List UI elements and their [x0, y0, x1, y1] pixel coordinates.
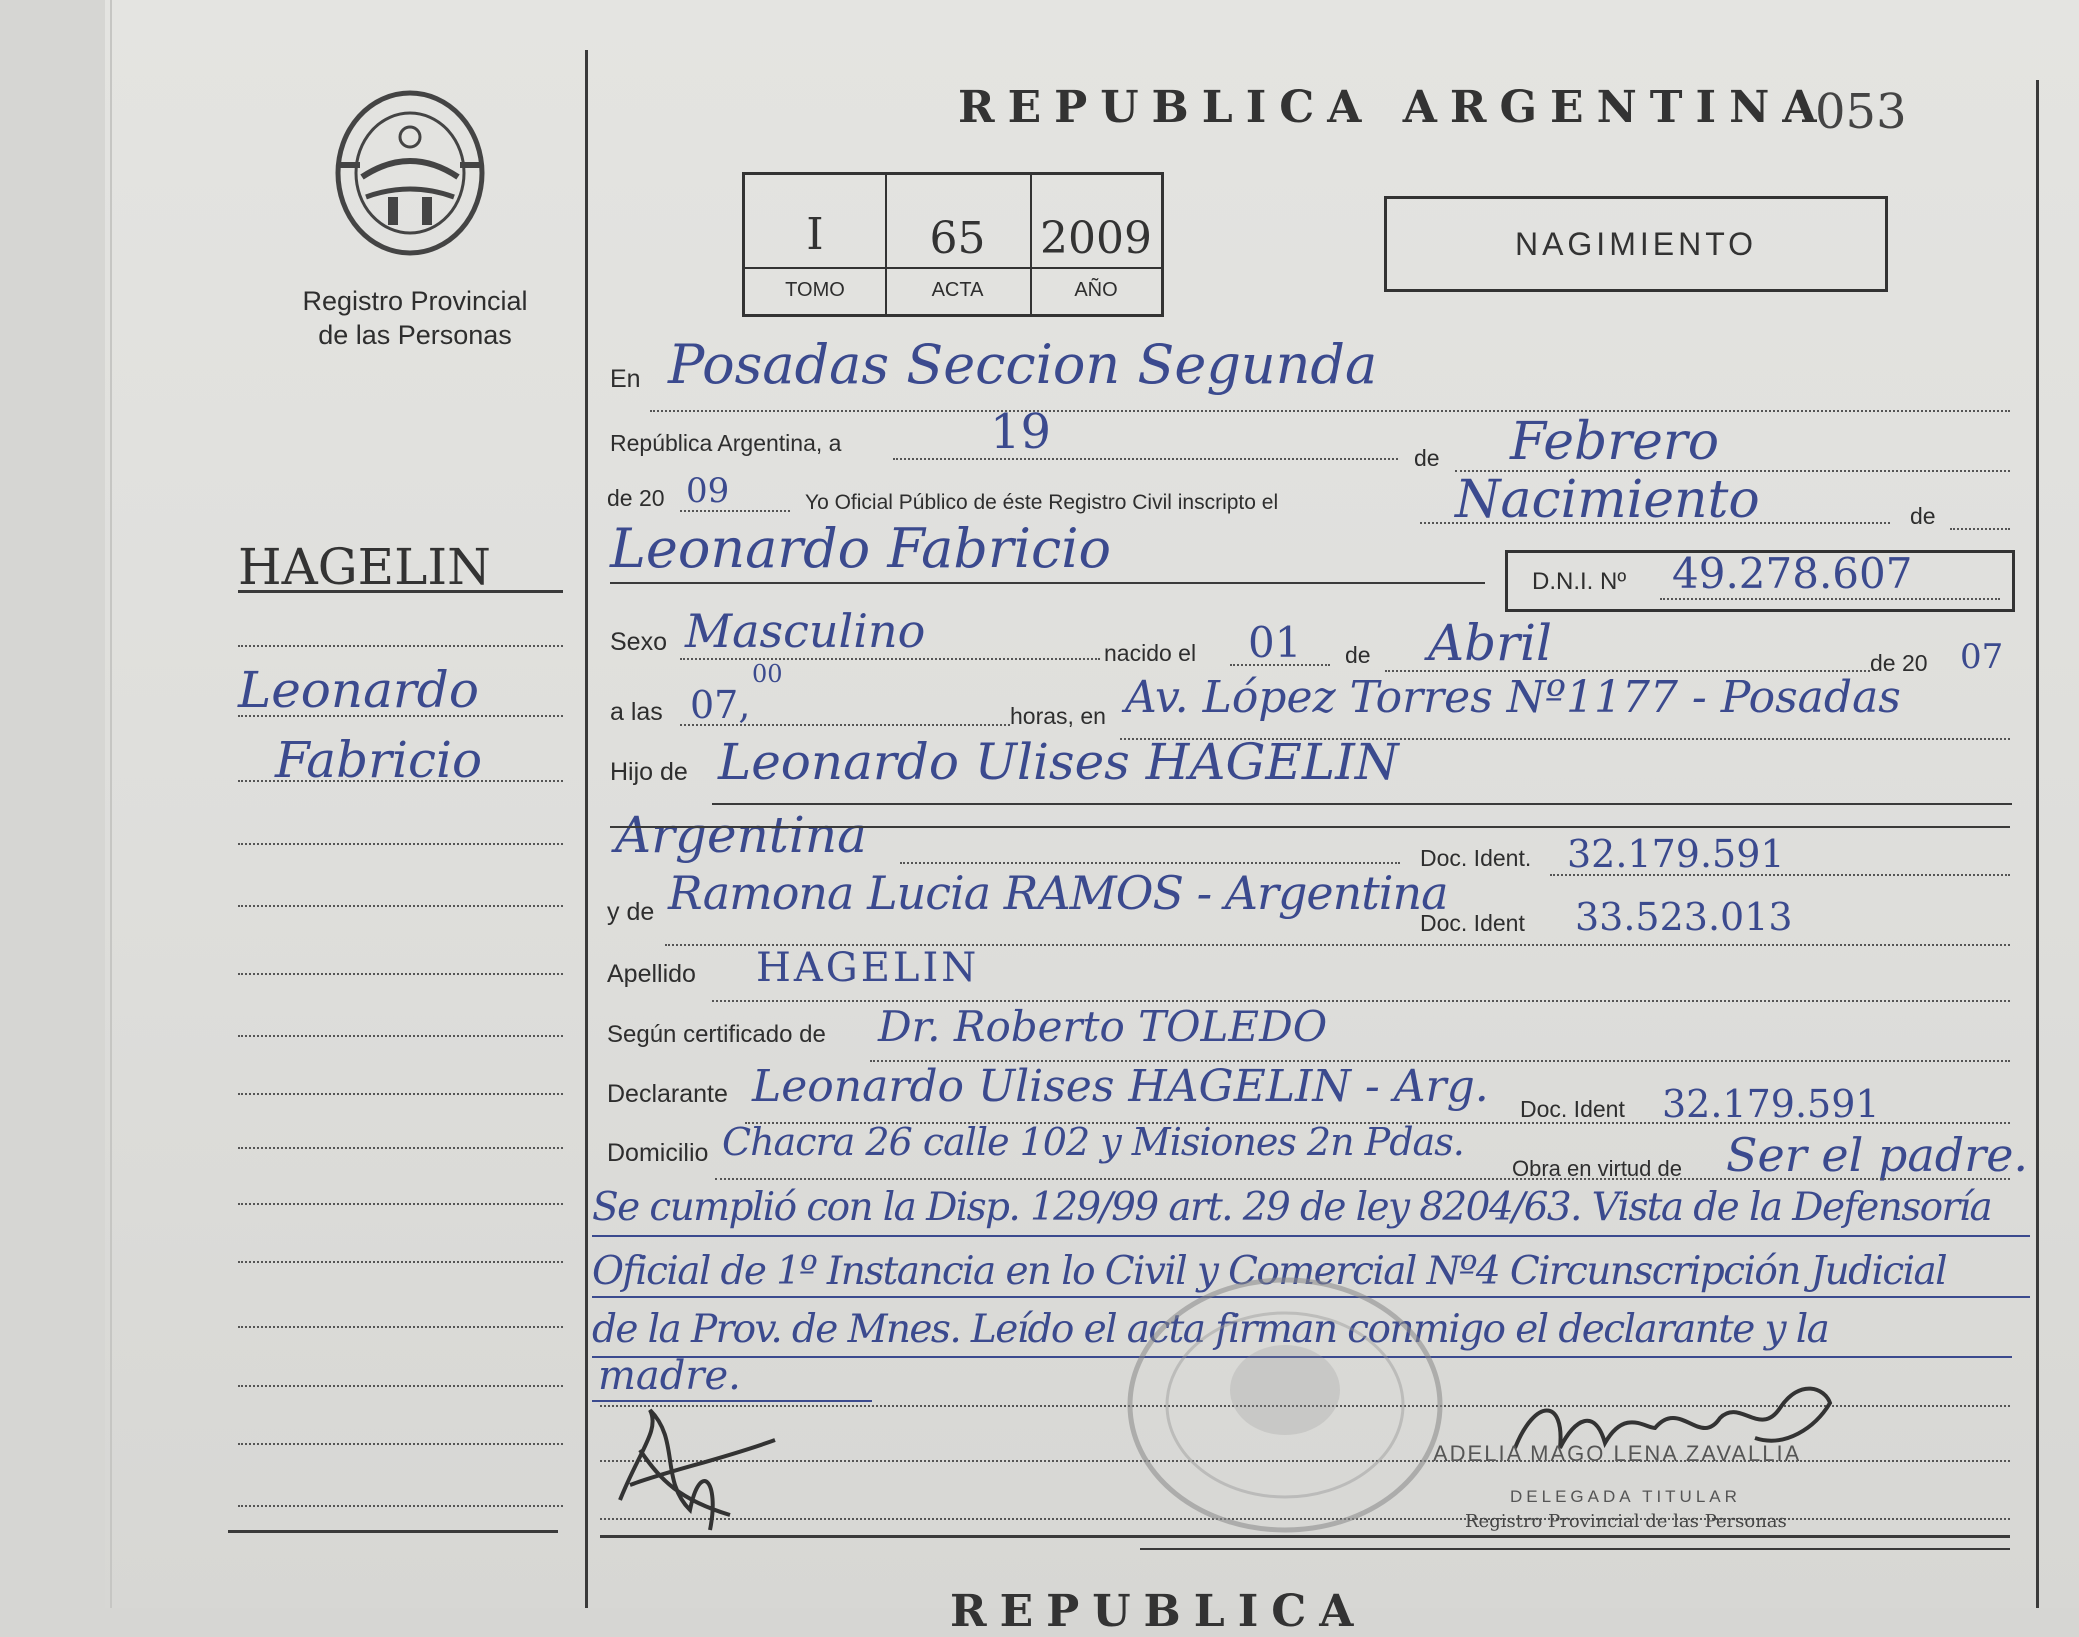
year-suffix: 09	[686, 471, 730, 511]
margin-surname-underline	[238, 590, 563, 593]
de3-label: de	[1345, 642, 1371, 668]
father-line	[712, 803, 2012, 805]
en-line	[650, 410, 2010, 412]
doc-ident3-label: Doc. Ident	[1520, 1096, 1625, 1122]
obra-label: Obra en virtud de	[1512, 1156, 1682, 1181]
father-name: Leonardo Ulises HAGELIN	[718, 733, 1399, 791]
dni-value: 49.278.607	[1672, 549, 1913, 598]
yde-label: y de	[607, 898, 655, 926]
birth-hour: 07,	[690, 683, 751, 727]
dni-label: D.N.I. Nº	[1532, 568, 1627, 595]
coat-of-arms-seal	[330, 85, 490, 260]
margin-given-name-2: Fabricio	[275, 731, 483, 789]
margin-line	[238, 1326, 563, 1328]
mother-doc: 33.523.013	[1575, 895, 1793, 939]
year-line	[680, 510, 790, 512]
segun-label: Según certificado de	[607, 1021, 826, 1048]
signature-org: Registro Provincial de las Personas	[1465, 1511, 1787, 1532]
sex-line	[680, 658, 1100, 660]
de2-label: de	[1910, 503, 1936, 529]
hijo-label: Hijo de	[610, 758, 688, 786]
de-label: de	[1414, 445, 1440, 471]
left-column-divider	[585, 50, 588, 1608]
birth-place: Av. López Torres Nº1177 - Posadas	[1125, 672, 1901, 723]
mother-value: Ramona Lucia RAMOS - Argentina	[668, 866, 1448, 920]
surname-value: HAGELIN	[756, 945, 980, 991]
margin-given-name-1: Leonardo	[238, 661, 479, 719]
de20b-label: de 20	[1870, 650, 1928, 676]
margin-line	[238, 1505, 563, 1507]
child-name: Leonardo Fabricio	[610, 517, 1112, 580]
birth-day-line	[1230, 664, 1330, 666]
margin-line	[238, 1203, 563, 1205]
ano-label: AÑO	[1074, 279, 1118, 301]
father-doc: 32.179.591	[1567, 832, 1785, 876]
domicilio-label: Domicilio	[607, 1139, 709, 1167]
tomo-value: I	[806, 209, 824, 260]
page-number: 053	[1815, 84, 1907, 140]
event-line	[1420, 522, 1890, 524]
notes-line-2: Oficial de 1º Instancia en lo Civil y Comercial Nº4 Circunscripción Judicial	[592, 1249, 1946, 1294]
ano-value: 2009	[1040, 213, 1152, 264]
day-line	[893, 458, 1398, 460]
margin-line	[238, 1385, 563, 1387]
margin-line	[238, 1261, 563, 1263]
acta-value: 65	[929, 213, 986, 264]
sex-value: Masculino	[685, 604, 926, 658]
dni-line	[1660, 598, 2000, 600]
place-value: Posadas Seccion Segunda	[668, 333, 1378, 396]
birth-year-suffix: 07	[1960, 637, 2004, 677]
margin-line	[238, 1035, 563, 1037]
declarant-doc: 32.179.591	[1662, 1082, 1880, 1126]
margin-bottom-rule	[228, 1530, 558, 1533]
father-doc-line	[1550, 874, 2010, 876]
hour-line	[680, 724, 1010, 726]
oficial-label: Yo Oficial Público de éste Registro Civil inscripto el	[805, 491, 1279, 514]
nacido-label: nacido el	[1104, 640, 1197, 666]
certificate-by: Dr. Roberto TOLEDO	[878, 1002, 1328, 1051]
registry-name-line2: de las Personas	[318, 320, 512, 350]
doc-ident2-label: Doc. Ident	[1420, 910, 1525, 936]
event-value: Nacimiento	[1455, 470, 1760, 530]
document-type-box	[1384, 196, 1888, 292]
de2-line	[1950, 528, 2010, 530]
birth-month: Abril	[1428, 614, 1552, 672]
margin-line	[238, 645, 563, 647]
bottom-header: REPUBLICA	[950, 1586, 1367, 1637]
margin-line	[238, 905, 563, 907]
notes-rule-1	[592, 1235, 2030, 1237]
declarant-value: Leonardo Ulises HAGELIN - Arg.	[752, 1061, 1489, 1112]
official-stamp	[1120, 1270, 1450, 1540]
acta-label: ACTA	[931, 279, 984, 301]
notes-line-3: de la Prov. de Mnes. Leído el acta firman conmigo el declarante y la	[592, 1307, 1829, 1352]
margin-line	[238, 780, 563, 782]
tomo-label: TOMO	[785, 279, 845, 301]
registry-name-line1: Registro Provincial	[302, 286, 528, 316]
clerk-signature	[600, 1390, 800, 1550]
birth-minutes: 00	[752, 660, 783, 688]
header-country: REPUBLICA ARGENTINA	[958, 82, 1830, 133]
signature-title: DELEGADA TITULAR	[1510, 1487, 1741, 1506]
form-bottom-rule-2	[1140, 1548, 2010, 1550]
child-name-line	[610, 582, 1485, 584]
declarante-label: Declarante	[607, 1080, 728, 1108]
sexo-label: Sexo	[610, 628, 667, 656]
republica-label: República Argentina, a	[610, 430, 842, 456]
margin-surname: HAGELIN	[238, 538, 491, 596]
nationality-line	[900, 862, 1400, 864]
margin-line	[238, 843, 563, 845]
notes-line-4: madre.	[598, 1353, 741, 1399]
horas-label: horas, en	[1010, 703, 1106, 729]
day-value: 19	[990, 404, 1052, 460]
margin-line	[238, 1147, 563, 1149]
record-box	[742, 172, 1164, 317]
margin-line	[238, 715, 563, 717]
en-label: En	[610, 365, 641, 393]
father-nationality: Argentina	[615, 806, 867, 864]
margin-line	[238, 1443, 563, 1445]
apellido-label: Apellido	[607, 960, 696, 988]
margin-line	[238, 973, 563, 975]
signature-name: ADELIA MAGO LENA ZAVALLIA	[1433, 1441, 1802, 1466]
record-box-divider	[745, 267, 1161, 269]
notes-line-1: Se cumplió con la Disp. 129/99 art. 29 de ley 8204/63. Vista de la Defensoría	[592, 1185, 1992, 1230]
birth-day: 01	[1248, 618, 1302, 667]
doc-ident-label: Doc. Ident.	[1420, 845, 1532, 871]
left-edge-fold	[110, 0, 112, 1608]
address-value: Chacra 26 calle 102 y Misiones 2n Pdas.	[722, 1120, 1464, 1164]
document-type: NAGIMIENTO	[1514, 226, 1758, 262]
alas-label: a las	[610, 698, 663, 726]
basis-value: Ser el padre.	[1726, 1128, 2029, 1182]
domicilio-line	[715, 1178, 2010, 1180]
month-value: Febrero	[1510, 412, 1720, 472]
de20-label: de 20	[607, 485, 665, 511]
right-border	[2036, 80, 2039, 1608]
margin-line	[238, 1093, 563, 1095]
nationality-top-rule	[610, 826, 2010, 828]
